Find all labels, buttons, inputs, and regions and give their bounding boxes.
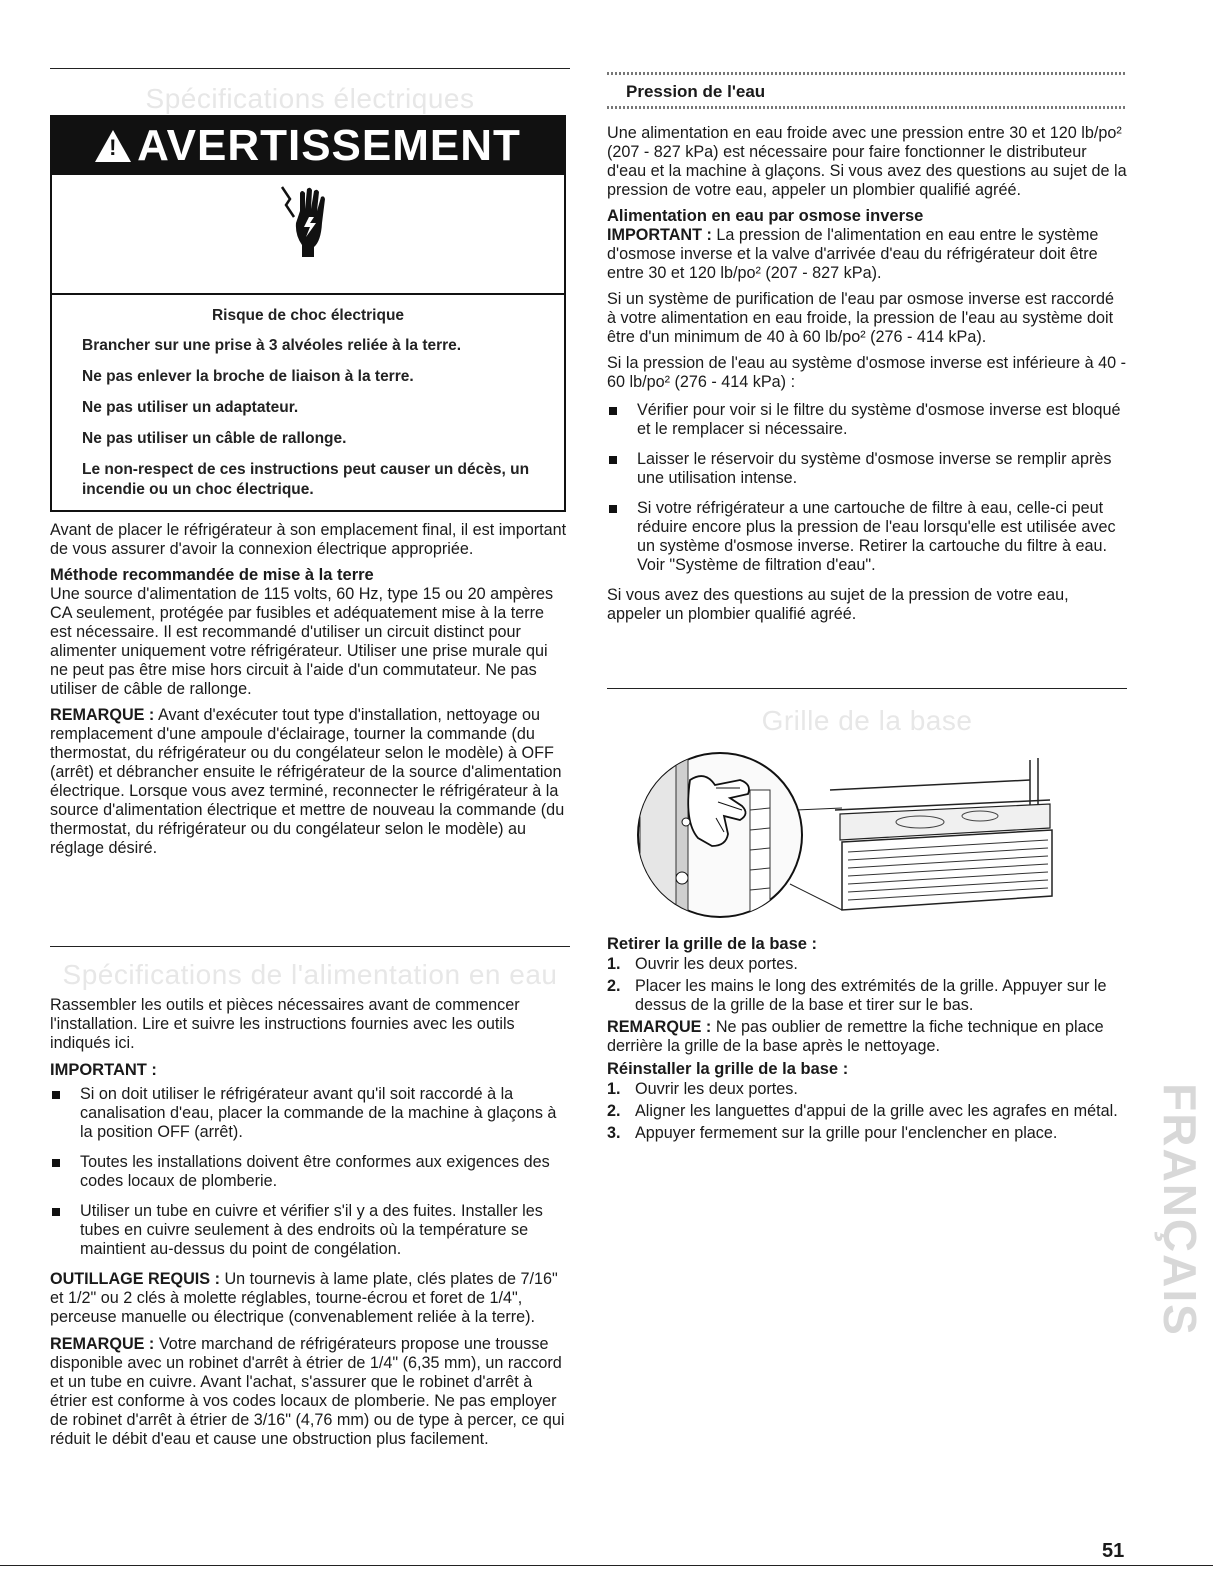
remarque-text: Avant d'exécuter tout type d'installation, nettoyage ou remplacement d'une ampoule d'éclairage, tourner la commande (du thermostat, du réfrigérateur ou du congélateur selon le modèle) à OFF (arrêt) et débrancher ensuite le réfrigérateur de la source d'alimentation électrique. Lorsque vous avez terminé, reconnecter le réfrigérateur à la source d'alimentation électrique et mettre de nouveau la commande (du thermostat, du réfrigérateur ou du congélateur selon le modèle) au réglage désiré. [50,706,565,857]
list-item [607,1102,1127,1121]
questions-paragraph: Si vous avez des questions au sujet de la pression de votre eau, appeler un plombier qualifié agréé. [607,586,1069,623]
step-number: 3. [607,1124,621,1142]
heading-remove-grille: Retirer la grille de la base : [607,935,818,953]
warning-triangle-icon [95,130,131,162]
section-title-base-grille: Grille de la base [761,705,973,736]
osmosis-paragraph-2: Si la pression de l'eau au système d'osmose inverse est inférieure à 40 - 60 lb/po² (276 - 414 kPa) : [607,354,1127,391]
dotted-rule-top [607,72,1127,75]
important-text: La pression de l'alimentation en eau entre le système d'osmose inverse et la valve d'arrivée d'eau du réfrigérateur doit être entre 30 et 120 lb/po² (207 - 827 kPa). [607,226,1099,282]
right-column-pressure [607,124,1127,624]
important-label: IMPORTANT : [607,226,712,244]
warning-header-text: AVERTISSEMENT [137,121,521,170]
step-text: Aligner les languettes d'appui de la grille avec les agrafes en métal. [635,1102,1118,1120]
dotted-rule-under-heading [607,106,1127,109]
remarque-label: REMARQUE : [50,1335,155,1353]
tools-required-text: Un tournevis à lame plate, clés plates de 7/16" et 1/2" ou 2 clés à molette réglables, tourne-écrou et foret de 1/4", perceuse manuelle ou électrique (convenablement reliée à la terre). [50,1270,558,1326]
language-side-label [1152,1075,1208,1345]
warning-line: Ne pas utiliser un adaptateur. [82,399,299,416]
left-column-water [50,996,570,1449]
step-text: Ouvrir les deux portes. [635,1080,798,1098]
warning-title: Risque de choc électrique [211,307,405,324]
remarque-text: Ne pas oublier de remettre la fiche technique en place derrière la grille de la base après le nettoyage. [607,1018,1104,1055]
osmosis-paragraph-1: Si un système de purification de l'eau par osmose inverse est raccordé à votre alimentation en eau froide, la pression de l'eau au système doit être d'un minimum de 40 à 60 lb/po² (276 - 414 kPa). [607,290,1114,346]
section-title-electrical: Spécifications électriques [145,83,475,114]
warning-line: Le non-respect de ces instructions peut causer un décès, un incendie ou un choc électrique. [82,461,530,498]
step-number: 2. [607,977,621,995]
list-item: Toutes les installations doivent être conformes aux exigences des codes locaux de plomberie. [50,1153,570,1191]
intro-paragraph: Avant de placer le réfrigérateur à son emplacement final, il est important de vous assurer d'avoir la connexion électrique appropriée. [50,521,567,558]
warning-line: Ne pas utiliser un câble de rallonge. [82,430,347,447]
heading-grounding-method: Méthode recommandée de mise à la terre [50,566,374,584]
step-text: Ouvrir les deux portes. [635,955,798,973]
list-item [607,977,1127,1015]
list-item [607,1080,1127,1099]
warning-header [52,117,564,175]
tools-required-label: OUTILLAGE REQUIS : [50,1270,220,1288]
step-text: Placer les mains le long des extrémités de la grille. Appuyer sur le dessus de la grille de la base et tirer sur le bas. [635,977,1107,1014]
step-number: 1. [607,1080,621,1098]
tools-required-paragraph [50,1270,570,1327]
warning-line: Brancher sur une prise à 3 alvéoles reliée à la terre. [82,337,462,354]
remarque-water [50,1335,570,1449]
heading-reinstall-grille: Réinstaller la grille de la base : [607,1060,849,1078]
section-rule-grille [607,688,1127,689]
remarque-label: REMARQUE : [607,1018,712,1036]
electric-shock-hand-icon [280,183,340,263]
heading-important: IMPORTANT : [50,1061,157,1079]
side-label-text: FRANÇAIS [1154,1083,1206,1337]
list-item: Laisser le réservoir du système d'osmose inverse se remplir après une utilisation intense. [607,450,1127,488]
warning-icon-area [52,175,564,295]
top-rule-left [50,68,570,69]
step-text: Appuyer fermement sur la grille pour l'enclencher en place. [635,1124,1058,1142]
list-item: Vérifier pour voir si le filtre du système d'osmose inverse est bloqué et le remplacer si nécessaire. [607,401,1127,439]
pressure-paragraph: Une alimentation en eau froide avec une pression entre 30 et 120 lb/po² (207 - 827 kPa) est nécessaire pour faire fonctionner le distributeur d'eau et la machine à glaçons. Si vous avez des questions au sujet de la pression de votre eau, appeler un plombier qualifié agréé. [607,124,1127,199]
heading-reverse-osmosis: Alimentation en eau par osmose inverse [607,207,924,225]
remarque-electrical [50,706,570,858]
base-grille-illustration [620,750,1060,930]
page-number: 51 [1102,1540,1125,1562]
bottom-rule [0,1565,1213,1566]
left-column-electrical [50,521,570,858]
heading-water-pressure: Pression de l'eau [626,82,766,101]
gather-tools-paragraph: Rassembler les outils et pièces nécessaires avant de commencer l'installation. Lire et suivre les instructions fournies avec les outils indiqués ici. [50,996,520,1052]
grounding-paragraph: Une source d'alimentation de 115 volts, 60 Hz, type 15 ou 20 ampères CA seulement, protégée par fusibles et adéquatement mise à la terre est nécessaire. Il est recommandé d'utiliser un circuit distinct pour alimenter uniquement votre réfrigérateur. Utiliser une prise murale qui ne peut pas être mise hors circuit à l'aide d'un commutateur. Ne pas utiliser de câble de rallonge. [50,585,554,698]
step-number: 2. [607,1102,621,1120]
remarque-grille [607,1018,1127,1056]
list-item [607,955,1127,974]
list-item: Si on doit utiliser le réfrigérateur avant qu'il soit raccordé à la canalisation d'eau, placer la commande de la machine à glaçons à la position OFF (arrêt). [50,1085,570,1142]
remarque-label: REMARQUE : [50,706,155,724]
list-item [607,1124,1127,1143]
list-item: Utiliser un tube en cuivre et vérifier s'il y a des fuites. Installer les tubes en cuivre seulement à des endroits où la température se maintient au-dessus du point de congélation. [50,1202,570,1259]
important-osmosis-paragraph [607,226,1127,283]
list-item: Si votre réfrigérateur a une cartouche de filtre à eau, celle-ci peut réduire encore plus la pression de l'eau lorsqu'elle est utilisée avec un système d'osmose inverse. Retirer la cartouche du filtre à eau. Voir "Système de filtration d'eau". [607,499,1127,575]
warning-box [50,115,566,512]
step-number: 1. [607,955,621,973]
warning-line: Ne pas enlever la broche de liaison à la terre. [82,368,414,385]
section-title-water-supply: Spécifications de l'alimentation en eau [62,959,558,990]
section-rule-water [50,946,570,947]
remarque-text: Votre marchand de réfrigérateurs propose une trousse disponible avec un robinet d'arrêt à étrier de 1/4" (6,35 mm), un raccord et un tube en cuivre. Avant l'achat, s'assurer que le robinet d'arrêt à étrier est conforme à vos codes locaux de plomberie. Ne pas employer de robinet d'arrêt à étrier de 3/16" (4,76 mm) ou de type à percer, ce qui réduit le débit d'eau et cause une obstruction plus facilement. [50,1335,565,1448]
right-column-grille [607,935,1127,1146]
